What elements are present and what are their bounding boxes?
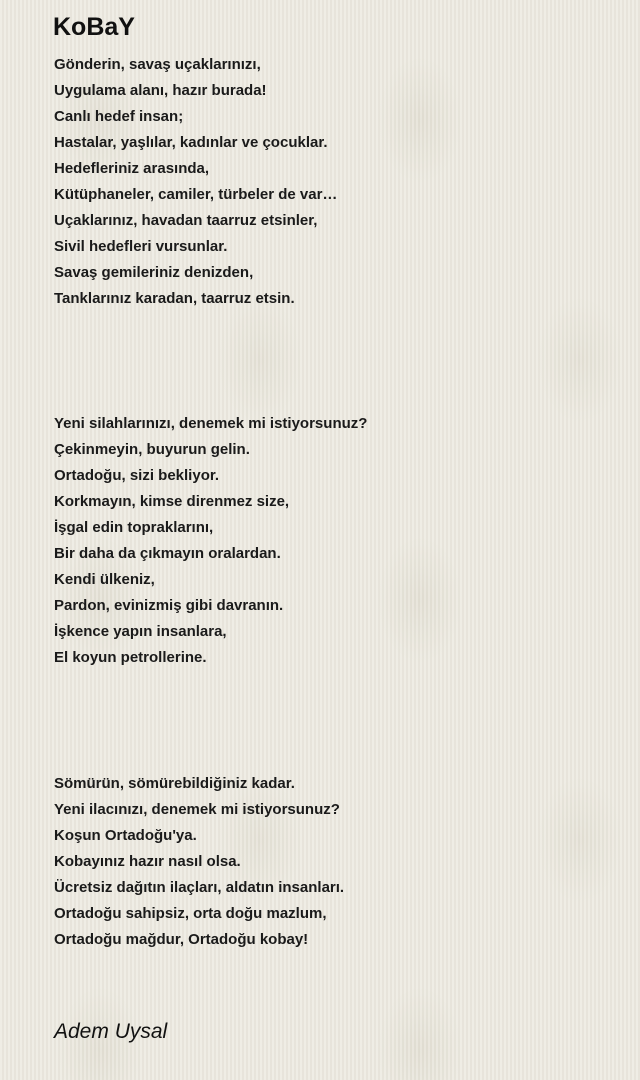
poem-line: Gönderin, savaş uçaklarınızı, [54, 56, 261, 73]
poem-line: Sivil hedefleri vursunlar. [54, 238, 228, 255]
poem-line: Yeni ilacınızı, denemek mi istiyorsunuz? [54, 801, 340, 818]
poem-line: Canlı hedef insan; [54, 108, 184, 125]
poem-line: Hastalar, yaşlılar, kadınlar ve çocuklar. [54, 134, 328, 151]
poem-line: Ortadoğu, sizi bekliyor. [54, 467, 220, 484]
poem-line: Tanklarınız karadan, taarruz etsin. [54, 290, 295, 307]
poem-line: Bir daha da çıkmayın oralardan. [54, 545, 281, 562]
poem-line: Hedefleriniz arasında, [54, 160, 210, 177]
poem-line: Pardon, evinizmiş gibi davranın. [54, 597, 284, 614]
poem-line: Uçaklarınız, havadan taarruz etsinler, [54, 212, 318, 229]
poem-line: İşgal edin topraklarını, [54, 519, 214, 536]
poem-line: Koşun Ortadoğu'ya. [54, 827, 197, 844]
poem-line: Savaş gemileriniz denizden, [54, 264, 254, 281]
poem-line: Çekinmeyin, buyurun gelin. [54, 441, 250, 458]
stanza [54, 411, 367, 671]
poem-line: Sömürün, sömürebildiğiniz kadar. [54, 775, 295, 792]
poem-line: Kendi ülkeniz, [54, 571, 155, 588]
poem-line: Ortadoğu sahipsiz, orta doğu mazlum, [54, 905, 327, 922]
poem-line: Yeni silahlarınızı, denemek mi istiyorsunuz? [54, 415, 368, 432]
stanza [54, 771, 344, 953]
stanza [54, 52, 337, 312]
poem-line: El koyun petrollerine. [54, 649, 207, 666]
poem-title: KoBaY [53, 13, 135, 41]
poem-line: İşkence yapın insanlara, [54, 623, 227, 640]
poem-line: Korkmayın, kimse direnmez size, [54, 493, 290, 510]
poem-author: Adem Uysal [54, 1020, 168, 1043]
poem-line: Kütüphaneler, camiler, türbeler de var… [54, 186, 338, 203]
poem-line: Ücretsiz dağıtın ilaçları, aldatın insanları. [54, 879, 345, 896]
poem-line: Ortadoğu mağdur, Ortadoğu kobay! [54, 931, 309, 948]
poem-line: Kobayınız hazır nasıl olsa. [54, 853, 241, 870]
poem-line: Uygulama alanı, hazır burada! [54, 82, 267, 99]
